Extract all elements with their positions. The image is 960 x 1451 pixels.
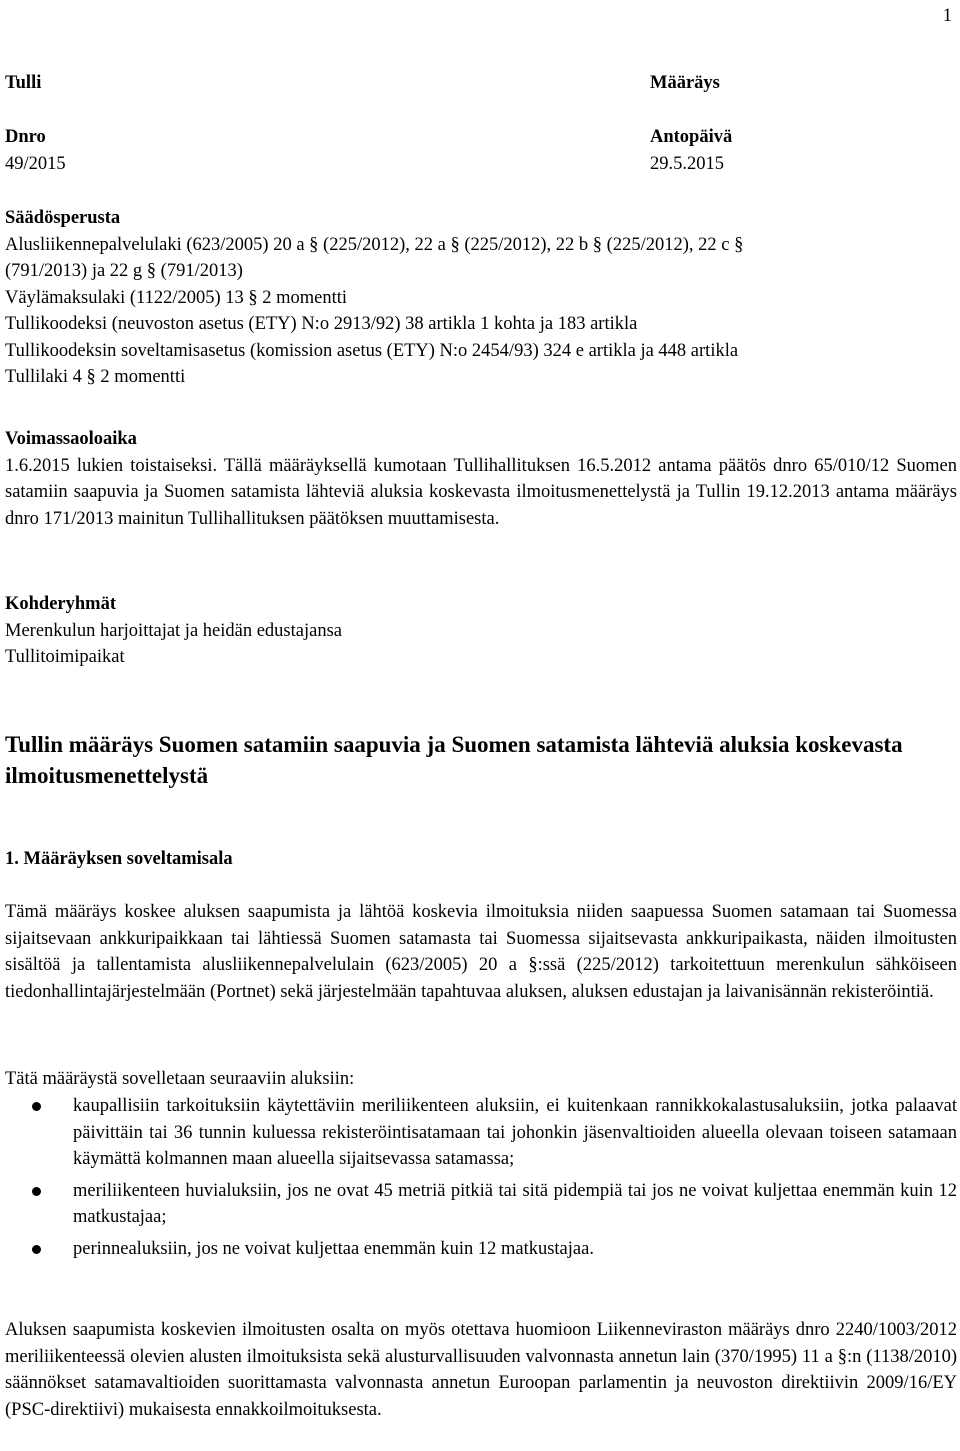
list-item-text: kaupallisiin tarkoituksiin käytettäviin meriliikenteen aluksiin, ei kuitenkaan rannikkokalastusaluksiin, jotka palaavat päivittäin tai 36 tunnin kuluessa rekisteröintisatamaan tai johonkin jäsenvaltioiden alueella olevaan toiseen satamaan käymättä kolmannen maan alueella sijaitsevassa satamassa; (73, 1096, 957, 1169)
date-value: 29.5.2015 (650, 154, 724, 174)
list-item (5, 1178, 957, 1231)
vessel-list (5, 1093, 957, 1262)
basis-line: Väylämaksulaki (1122/2005) 13 § 2 momentti (5, 287, 348, 308)
basis-line: Alusliikennepalvelulaki (623/2005) 20 a § (225/2012), 22 a § (225/2012), 22 b § (225/2012), 22 c § (5, 234, 744, 255)
target-item: Tullitoimipaikat (5, 647, 125, 667)
dnro-value: 49/2015 (5, 154, 66, 174)
main-title: Tullin määräys Suomen satamiin saapuvia ja Suomen satamista lähteviä aluksia koskevasta ilmoitusmenettelystä (5, 732, 903, 788)
basis-section (5, 205, 957, 391)
bullet-icon (32, 1102, 41, 1111)
validity-section (5, 426, 957, 532)
list-item (5, 1236, 957, 1263)
section1-para3: Aluksen saapumista koskevien ilmoitusten osalta on myös otettava huomioon Liikenneviraston määräys dnro 2240/1003/2012 meriliikenteessä olevien alusten ilmoituksista sekä alusturvallisuuden valvonnasta annetun lain (370/1995) 11 a §:n (1138/2010) säännökset satamavaltioiden suorittamasta valvonnasta annetun Euroopan parlamentin ja neuvoston direktiivin 2009/16/EY (PSC-direktiivi) mukaisesta ennakkoilmoituksesta. (5, 1320, 957, 1420)
targets-heading: Kohderyhmät (5, 594, 116, 614)
basis-line: Tullikoodeksin soveltamisasetus (komission asetus (ETY) N:o 2454/93) 324 e artikla ja 448 artikla (5, 340, 739, 361)
target-item: Merenkulun harjoittajat ja heidän edustajansa (5, 620, 342, 641)
section1-heading: 1. Määräyksen soveltamisala (5, 849, 233, 869)
basis-line: Tullikoodeksi (neuvoston asetus (ETY) N:o 2913/92) 38 artikla 1 kohta ja 183 artikla (5, 314, 638, 334)
bullet-icon (32, 1245, 41, 1254)
date-label: Antopäivä (650, 127, 733, 147)
basis-heading: Säädösperusta (5, 208, 121, 228)
list-item-text: perinnealuksiin, jos ne voivat kuljettaa enemmän kuin 12 matkustajaa. (73, 1238, 594, 1259)
section1-para2: Tätä määräystä sovelletaan seuraaviin aluksiin: (5, 1069, 355, 1089)
validity-heading: Voimassaoloaika (5, 429, 137, 449)
basis-line: Tullilaki 4 § 2 momentti (5, 367, 186, 387)
bullet-icon (32, 1187, 41, 1196)
list-item-text: meriliikenteen huvialuksiin, jos ne ovat 45 metriä pitkiä tai sitä pidempiä tai jos ne voivat kuljettaa enemmän kuin 12 matkustajaa; (73, 1180, 957, 1227)
org-name: Tulli (5, 73, 42, 93)
list-item (5, 1093, 957, 1173)
basis-line: (791/2013) ja 22 g § (791/2013) (5, 261, 243, 281)
validity-text: 1.6.2015 lukien toistaiseksi. Tällä määräyksellä kumotaan Tullihallituksen 16.5.2012 antama päätös dnro 65/010/12 Suomen satamiin saapuvia ja Suomen satamista lähteviä aluksia koskevasta ilmoitusmenettelystä ja Tullin 19.12.2013 antama määräys dnro 171/2013 mainitun Tullihallituksen päätöksen muuttamisesta. (5, 455, 957, 529)
dnro-label: Dnro (5, 127, 46, 147)
targets-section (5, 591, 957, 671)
section1-para1: Tämä määräys koskee aluksen saapumista ja lähtöä koskevia ilmoituksia niiden saapuessa Suomen satamaan tai Suomessa sijaitsevaan ankkuripaikkaan tai lähtiessä Suomen satamasta tai Suomessa sijaitsevasta ankkuripaikasta, näiden ilmoitusten sisältöä ja tallentamista alusliikennepalvelulain (623/2005) 20 a §:ssä (225/2012) tarkoitettuun merenkulun sähköiseen tiedonhallintajärjestelmään (Portnet) sekä järjestelmään tapahtuvaa aluksen, aluksen edustajan ja laivanisännän rekisteröintiä. (5, 902, 957, 1002)
doc-type: Määräys (650, 73, 720, 93)
page-number: 1 (942, 6, 952, 26)
